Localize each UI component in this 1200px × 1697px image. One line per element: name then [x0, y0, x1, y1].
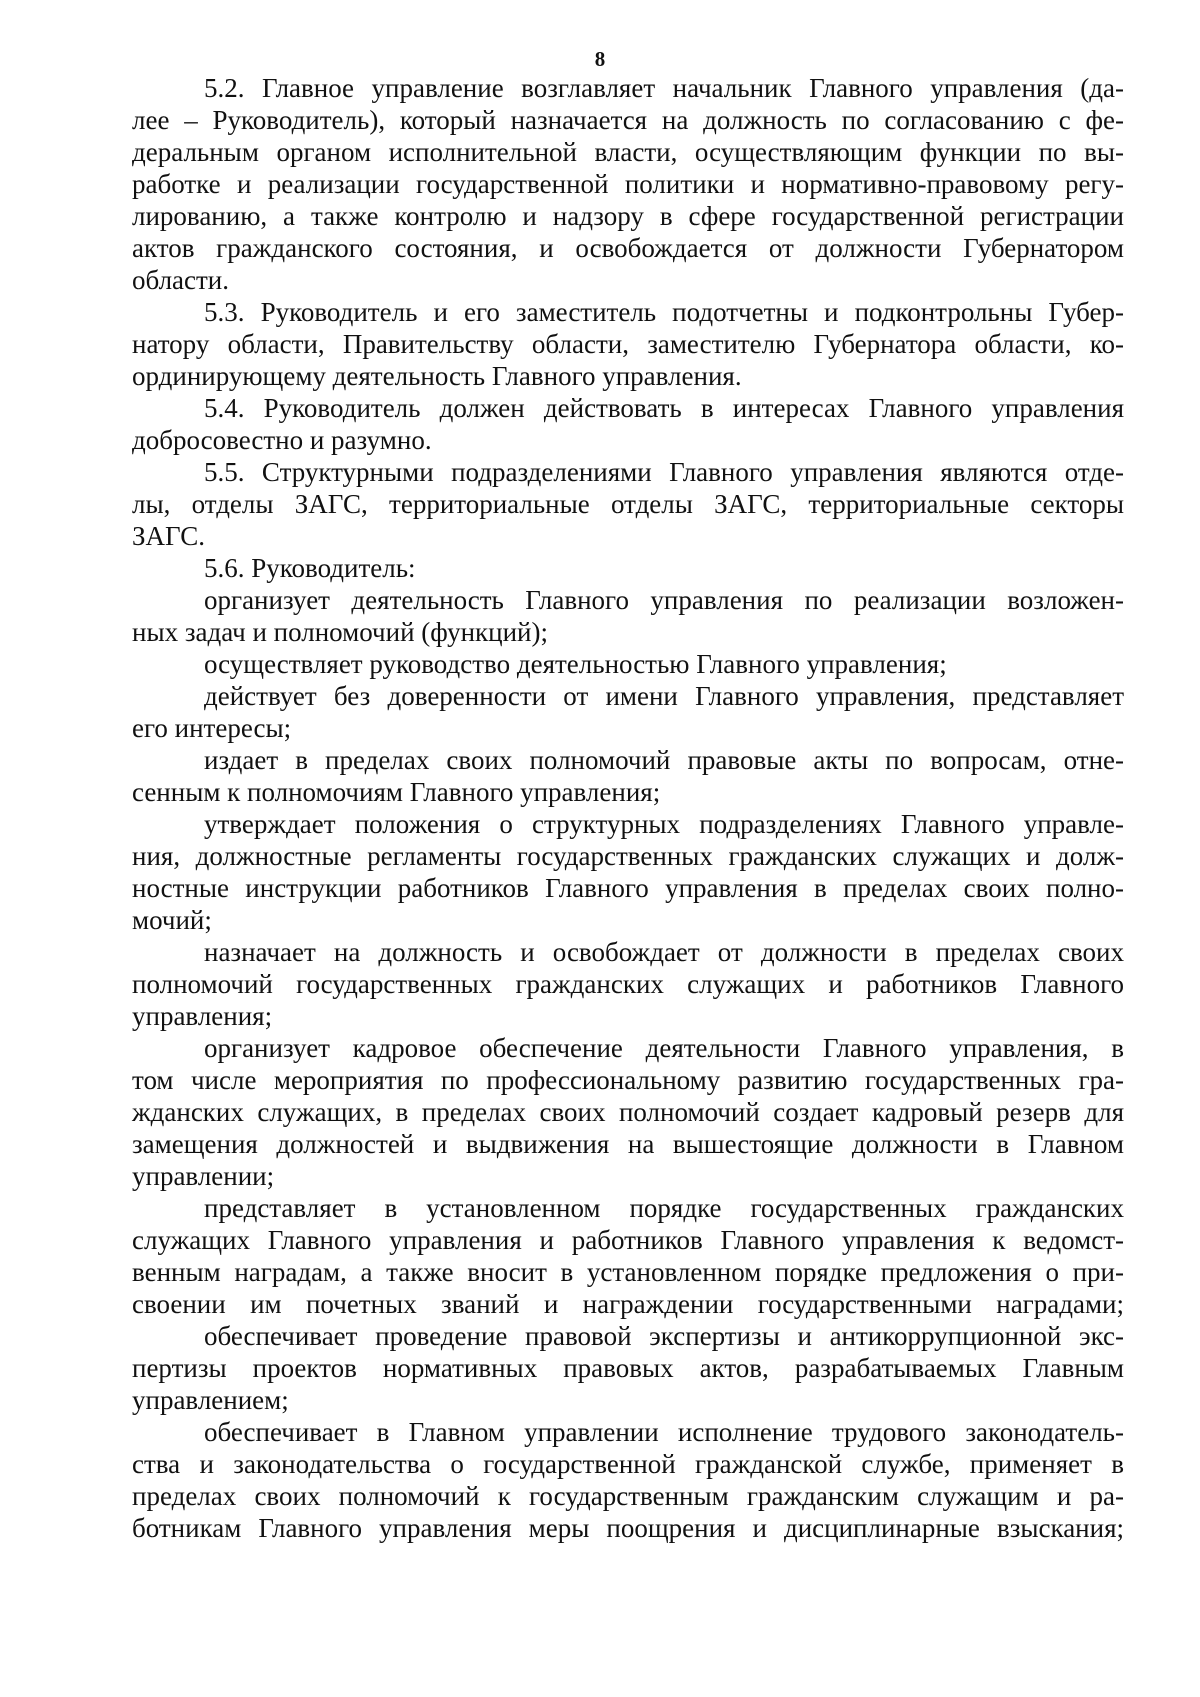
- text-line: издает в пределах своих полномочий правовые акты по вопросам, отне-: [204, 745, 1124, 775]
- text-line: лее – Руководитель), который назначается на должность по согласованию с фе-: [132, 105, 1124, 135]
- text-line: служащих Главного управления и работников Главного управления к ведомст-: [132, 1225, 1124, 1255]
- text-line: жданских служащих, в пределах своих полномочий создает кадровый резерв для: [132, 1097, 1124, 1127]
- text-line: добросовестно и разумно.: [132, 425, 432, 455]
- text-line: 5.2. Главное управление возглавляет начальник Главного управления (да-: [204, 73, 1124, 103]
- text-line: 5.5. Структурными подразделениями Главного управления являются отде-: [204, 457, 1124, 487]
- text-line: области.: [132, 265, 230, 295]
- text-line: организует кадровое обеспечение деятельности Главного управления, в: [204, 1033, 1124, 1063]
- text-line: 5.6. Руководитель:: [204, 553, 416, 583]
- text-line: пределах своих полномочий к государственным гражданским служащим и ра-: [132, 1481, 1124, 1511]
- text-line: действует без доверенности от имени Главного управления, представляет: [204, 681, 1124, 711]
- text-line: замещения должностей и выдвижения на вышестоящие должности в Главном: [132, 1129, 1124, 1159]
- text-line: мочий;: [132, 905, 212, 935]
- text-line: осуществляет руководство деятельностью Главного управления;: [204, 649, 947, 679]
- text-line: 5.3. Руководитель и его заместитель подотчетны и подконтрольны Губер-: [204, 297, 1124, 327]
- page-number: 8: [594, 47, 606, 71]
- text-line: лы, отделы ЗАГС, территориальные отделы ЗАГС, территориальные секторы: [132, 489, 1124, 519]
- text-line: ординирующему деятельность Главного управления.: [132, 361, 742, 391]
- text-line: венным наградам, а также вносит в установленном порядке предложения о при-: [132, 1257, 1124, 1287]
- text-line: ства и законодательства о государственной гражданской службе, применяет в: [132, 1449, 1124, 1479]
- text-line: управлении;: [132, 1161, 275, 1191]
- text-line: его интересы;: [132, 713, 292, 743]
- text-line: сенным к полномочиям Главного управления;: [132, 777, 661, 807]
- text-line: натору области, Правительству области, заместителю Губернатора области, ко-: [132, 329, 1124, 359]
- text-line: пертизы проектов нормативных правовых актов, разрабатываемых Главным: [132, 1353, 1124, 1383]
- text-line: работке и реализации государственной политики и нормативно-правовому регу-: [132, 169, 1124, 199]
- text-line: ния, должностные регламенты государственных гражданских служащих и долж-: [132, 841, 1124, 871]
- text-line: том числе мероприятия по профессиональному развитию государственных гра-: [132, 1065, 1124, 1095]
- text-line: своении им почетных званий и награждении государственными наградами;: [132, 1289, 1124, 1319]
- text-line: представляет в установленном порядке государственных гражданских: [204, 1193, 1124, 1223]
- text-line: назначает на должность и освобождает от должности в пределах своих: [204, 937, 1124, 967]
- text-line: обеспечивает проведение правовой экспертизы и антикоррупционной экс-: [204, 1321, 1124, 1351]
- text-line: управления;: [132, 1001, 273, 1031]
- text-line: организует деятельность Главного управления по реализации возложен-: [204, 585, 1124, 615]
- text-line: ных задач и полномочий (функций);: [132, 617, 548, 647]
- text-line: обеспечивает в Главном управлении исполнение трудового законодатель-: [204, 1417, 1124, 1447]
- text-line: деральным органом исполнительной власти, осуществляющим функции по вы-: [132, 137, 1124, 167]
- text-line: ностные инструкции работников Главного управления в пределах своих полно-: [132, 873, 1124, 903]
- document-body: [132, 72, 1124, 1544]
- text-line: 5.4. Руководитель должен действовать в интересах Главного управления: [204, 393, 1124, 423]
- text-line: полномочий государственных гражданских служащих и работников Главного: [132, 969, 1124, 999]
- text-line: лированию, а также контролю и надзору в сфере государственной регистрации: [132, 201, 1124, 231]
- text-line: управлением;: [132, 1385, 289, 1415]
- text-line: актов гражданского состояния, и освобождается от должности Губернатором: [132, 233, 1124, 263]
- text-line: ботникам Главного управления меры поощрения и дисциплинарные взыскания;: [132, 1513, 1124, 1543]
- text-line: утверждает положения о структурных подразделениях Главного управле-: [204, 809, 1124, 839]
- text-line: ЗАГС.: [132, 521, 206, 551]
